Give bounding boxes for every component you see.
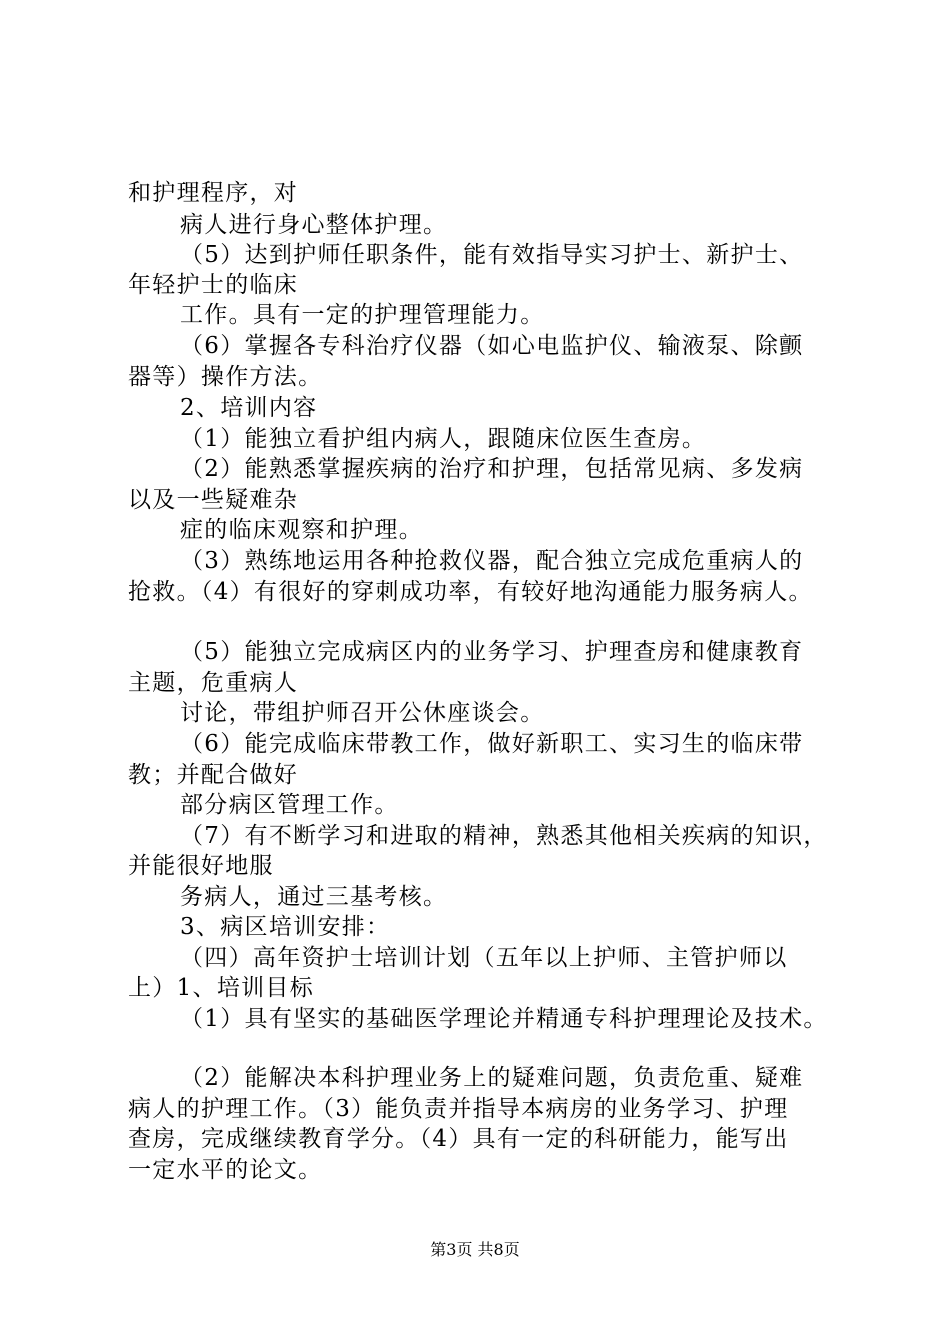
text-line: （6）掌握各专科治疗仪器（如心电监护仪、输液泵、除颤 [180,333,804,359]
text-line: （1）能独立看护组内病人，跟随床位医生查房。 [180,426,707,452]
text-line: （5）能独立完成病区内的业务学习、护理查房和健康教育 [180,639,804,665]
text-line: 病人进行身心整体护理。 [180,212,448,238]
section-heading: 3、病区培训安排： [180,914,391,940]
text-line: （1）具有坚实的基础医学理论并精通专科护理理论及技术。 [180,1006,828,1032]
page-number-footer: 第3页 共8页 [430,1240,520,1259]
text-line: 症的临床观察和护理。 [180,517,423,543]
text-line: （6）能完成临床带教工作，做好新职工、实习生的临床带 [180,731,804,757]
text-line: 务病人，通过三基考核。 [180,884,448,910]
text-line: 抢救。（4）有很好的穿刺成功率，有较好地沟通能力服务病人。 [128,579,813,605]
section-heading: 2、培训内容 [180,395,318,421]
text-line: 病人的护理工作。（3）能负责并指导本病房的业务学习、护理 [128,1096,789,1122]
text-line: （7）有不断学习和进取的精神，熟悉其他相关疾病的知识， [180,823,828,849]
text-line: （四）高年资护士培训计划（五年以上护师、主管护师以 [180,945,788,971]
text-line: 主题，危重病人 [128,670,299,696]
text-line: （5）达到护师任职条件，能有效指导实习护士、新护士、 [180,242,804,268]
text-line: 查房，完成继续教育学分。（4）具有一定的科研能力，能写出 [128,1126,789,1152]
text-line: 器等）操作方法。 [128,364,323,390]
text-line: 年轻护士的临床 [128,272,299,298]
text-line: 部分病区管理工作。 [180,792,399,818]
text-line: （2）能解决本科护理业务上的疑难问题，负责危重、疑难 [180,1065,804,1091]
text-line: 和护理程序，对 [128,180,299,206]
text-line: 工作。具有一定的护理管理能力。 [180,302,545,328]
text-line: 一定水平的论文。 [128,1157,323,1183]
text-line: 以及一些疑难杂 [128,487,299,513]
text-line: （3）熟练地运用各种抢救仪器，配合独立完成危重病人的 [180,548,804,574]
text-line: 讨论，带组护师召开公休座谈会。 [180,700,545,726]
text-line: 并能很好地服 [128,853,274,879]
text-line: （2）能熟悉掌握疾病的治疗和护理，包括常见病、多发病 [180,456,804,482]
text-line: 教；并配合做好 [128,762,299,788]
text-line: 上）1、培训目标 [128,975,315,1001]
